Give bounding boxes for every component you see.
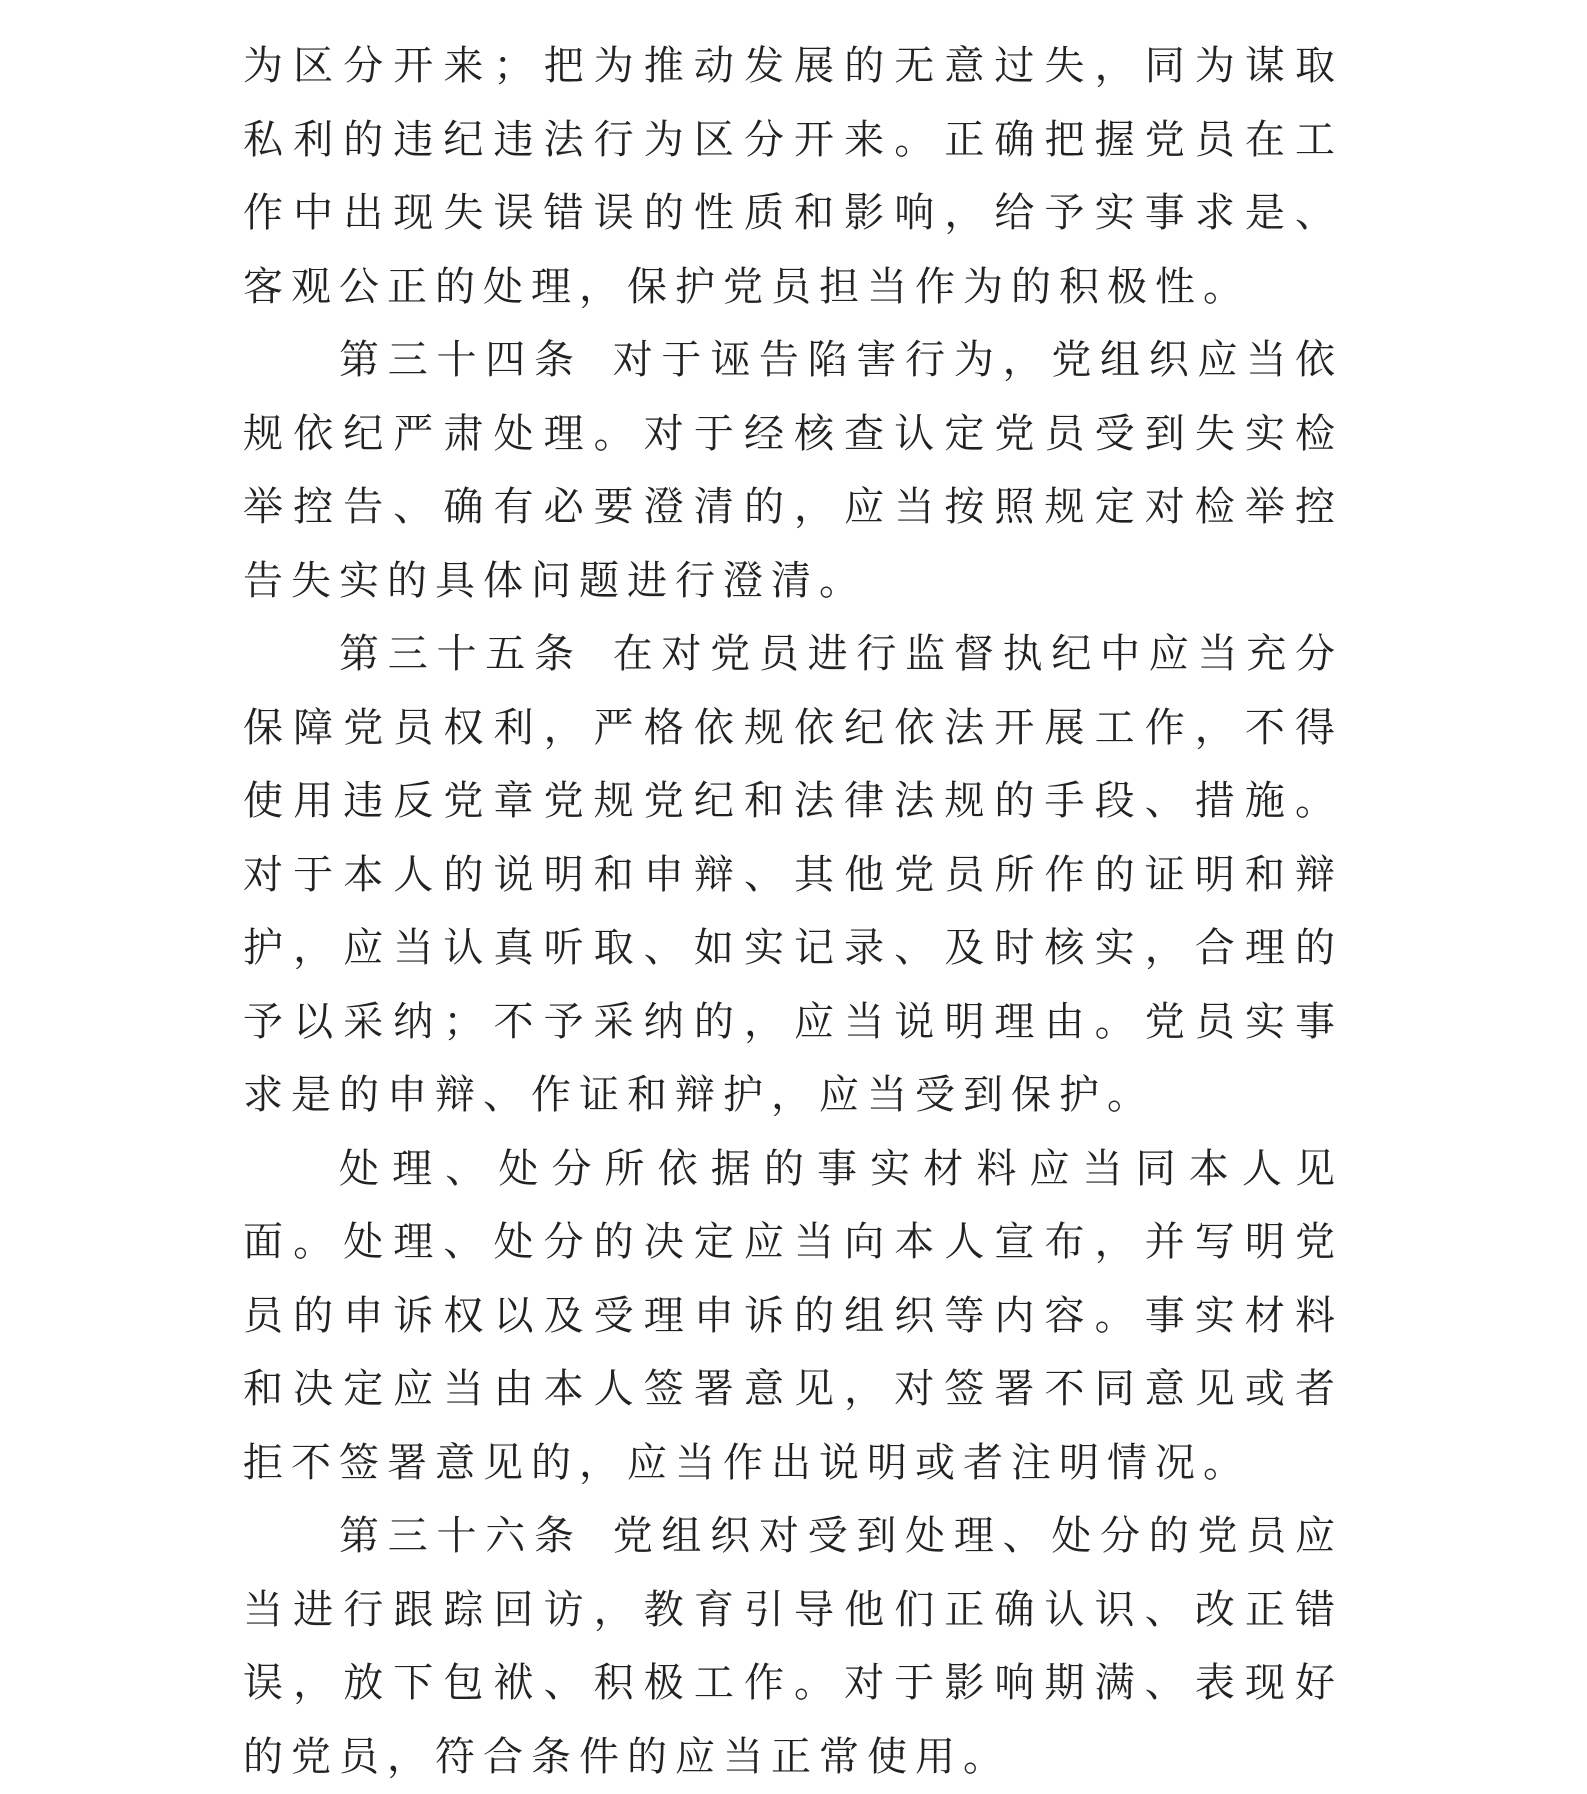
article-34 — [243, 324, 1343, 618]
paragraph-plain — [243, 1133, 1343, 1501]
article-35 — [243, 618, 1343, 1133]
article-36 — [243, 1500, 1343, 1794]
article-text: 对于诬告陷害行为，党组织应当依规依纪严肃处理。对于经核查认定党员受到失实检举控告、确有必要澄清的，应当按照规定对检举控告失实的具体问题进行澄清。 — [243, 337, 1344, 604]
article-label: 第三十六条 — [339, 1513, 583, 1559]
paragraph-text: 处理、处分所依据的事实材料应当同本人见面。处理、处分的决定应当向本人宣布，并写明党员的申诉权以及受理申诉的组织等内容。事实材料和决定应当由本人签署意见，对签署不同意见或者拒不签署意见的，应当作出说明或者注明情况。 — [243, 1145, 1343, 1486]
article-text: 在对党员进行监督执纪中应当充分保障党员权利，严格依规依纪依法开展工作，不得使用违反党章党规党纪和法律法规的手段、措施。对于本人的说明和申辩、其他党员所作的证明和辩护，应当认真听取、如实记录、及时核实，合理的予以采纳；不予采纳的，应当说明理由。党员实事求是的申辩、作证和辩护，应当受到保护。 — [243, 631, 1344, 1118]
document-body — [243, 30, 1343, 1794]
article-label: 第三十四条 — [339, 337, 583, 383]
paragraph-continuation — [243, 30, 1343, 324]
article-text: 党组织对受到处理、处分的党员应当进行跟踪回访，教育引导他们正确认识、改正错误，放下包袱、积极工作。对于影响期满、表现好的党员，符合条件的应当正常使用。 — [243, 1513, 1344, 1780]
paragraph-text: 为区分开来；把为推动发展的无意过失，同为谋取私利的违纪违法行为区分开来。正确把握党员在工作中出现失误错误的性质和影响，给予实事求是、客观公正的处理，保护党员担当作为的积极性。 — [243, 43, 1343, 310]
article-label: 第三十五条 — [339, 631, 583, 677]
